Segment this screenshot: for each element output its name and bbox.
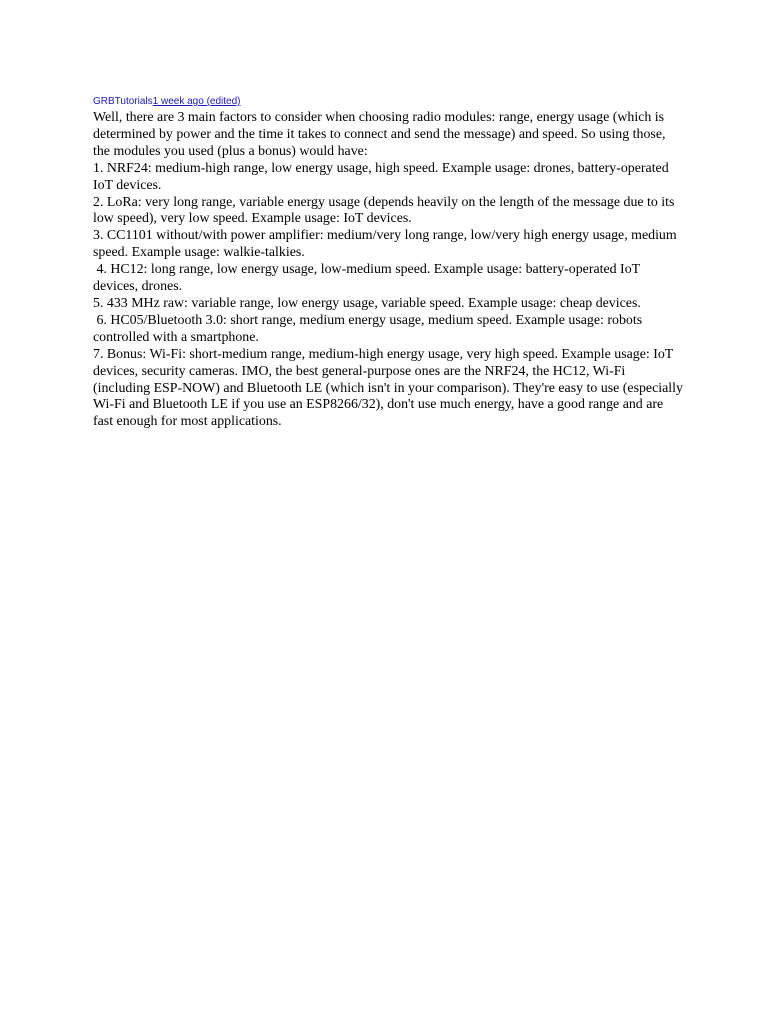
- comment-intro: Well, there are 3 main factors to consider when choosing radio modules: range, energy usage (which is determined by power and the time it takes to connect and send the message) and speed. So using those, the modules you used (plus a bonus) would have:: [93, 110, 669, 159]
- comment: [93, 96, 687, 431]
- list-item-nrf24: 1. NRF24: medium-high range, low energy usage, high speed. Example usage: drones, battery-operated IoT devices.: [93, 160, 673, 193]
- list-item-hc05: 6. HC05/Bluetooth 3.0: short range, medium energy usage, medium speed. Example usage: robots controlled with a smartphone.: [93, 312, 646, 345]
- list-item-wifi: 7. Bonus: Wi-Fi: short-medium range, medium-high energy usage, very high speed. Example usage: IoT devices, security cameras. IMO, the best general-purpose ones are the NRF24, the HC12, Wi-Fi (including ESP-NOW) and Bluetooth LE (which isn't in your comparison). They're easy to use (especially Wi-Fi and Bluetooth LE if you use an ESP8266/32), don't use much energy, have a good range and are fast enough for most applications.: [93, 346, 687, 430]
- list-item-lora: 2. LoRa: very long range, variable energy usage (depends heavily on the length of the message due to its low speed), very low speed. Example usage: IoT devices.: [93, 194, 678, 227]
- timestamp-link[interactable]: 1 week ago (edited): [152, 96, 241, 107]
- comment-header: [93, 96, 683, 110]
- list-item-hc12: 4. HC12: long range, low energy usage, low-medium speed. Example usage: battery-operated IoT devices, drones.: [93, 262, 644, 295]
- author-link[interactable]: GRBTutorials: [93, 96, 153, 107]
- list-item-cc1101: 3. CC1101 without/with power amplifier: medium/very long range, low/very high energy usage, medium speed. Example usage: walkie-talkies.: [93, 228, 681, 261]
- list-item-433mhz: 5. 433 MHz raw: variable range, low energy usage, variable speed. Example usage: cheap devices.: [93, 295, 641, 311]
- comment-body: [93, 110, 687, 431]
